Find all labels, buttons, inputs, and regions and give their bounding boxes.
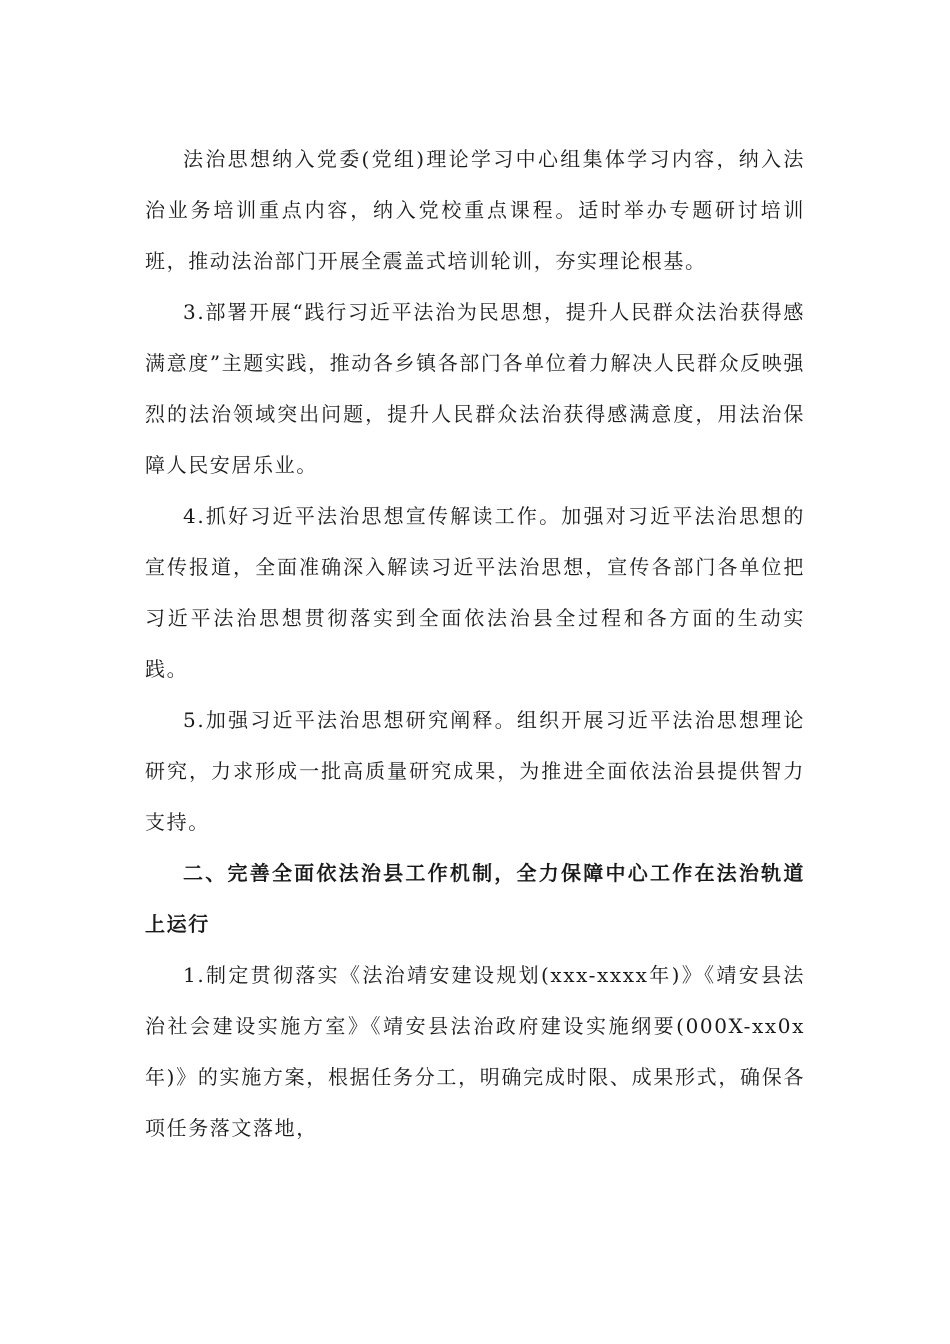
document-body bbox=[145, 134, 805, 1154]
paragraph-item-3: 3.部署开展“践行习近平法治为民思想，提升人民群众法治获得感满意度”主题实践，推动各乡镇各部门各单位着力解决人民群众反映强烈的法治领域突出问题，提升人民群众法治获得感满意度，用法治保障人民安居乐业。 bbox=[145, 300, 805, 477]
paragraph-section2-item-1: 1.制定贯彻落实《法治靖安建设规划(xxx-xxxx年)》《靖安县法治社会建设实施方室》《靖安县法治政府建设实施纲要(000X-xx0x年)》的实施方案，根据任务分工，明确完成时限、成果形式，确保各项任务落文落地， bbox=[145, 963, 805, 1140]
section-heading-2: 二、完善全面依法治县工作机制，全力保障中心工作在法治轨道上运行 bbox=[145, 861, 805, 936]
paragraph-study-content: 法治思想纳入党委(党组)理论学习中心组集体学习内容，纳入法治业务培训重点内容，纳入党校重点课程。适时举办专题研讨培训班，推动法治部门开展全震盖式培训轮训，夯实理论根基。 bbox=[145, 147, 805, 273]
paragraph-item-4: 4.抓好习近平法治思想宣传解读工作。加强对习近平法治思想的宣传报道，全面准确深入解读习近平法治思想，宣传各部门各单位把习近平法治思想贯彻落实到全面依法治县全过程和各方面的生动实践。 bbox=[145, 504, 805, 681]
paragraph-item-5: 5.加强习近平法治思想研究阐释。组织开展习近平法治思想理论研究，力求形成一批高质量研究成果，为推进全面依法治县提供智力支持。 bbox=[145, 708, 805, 834]
